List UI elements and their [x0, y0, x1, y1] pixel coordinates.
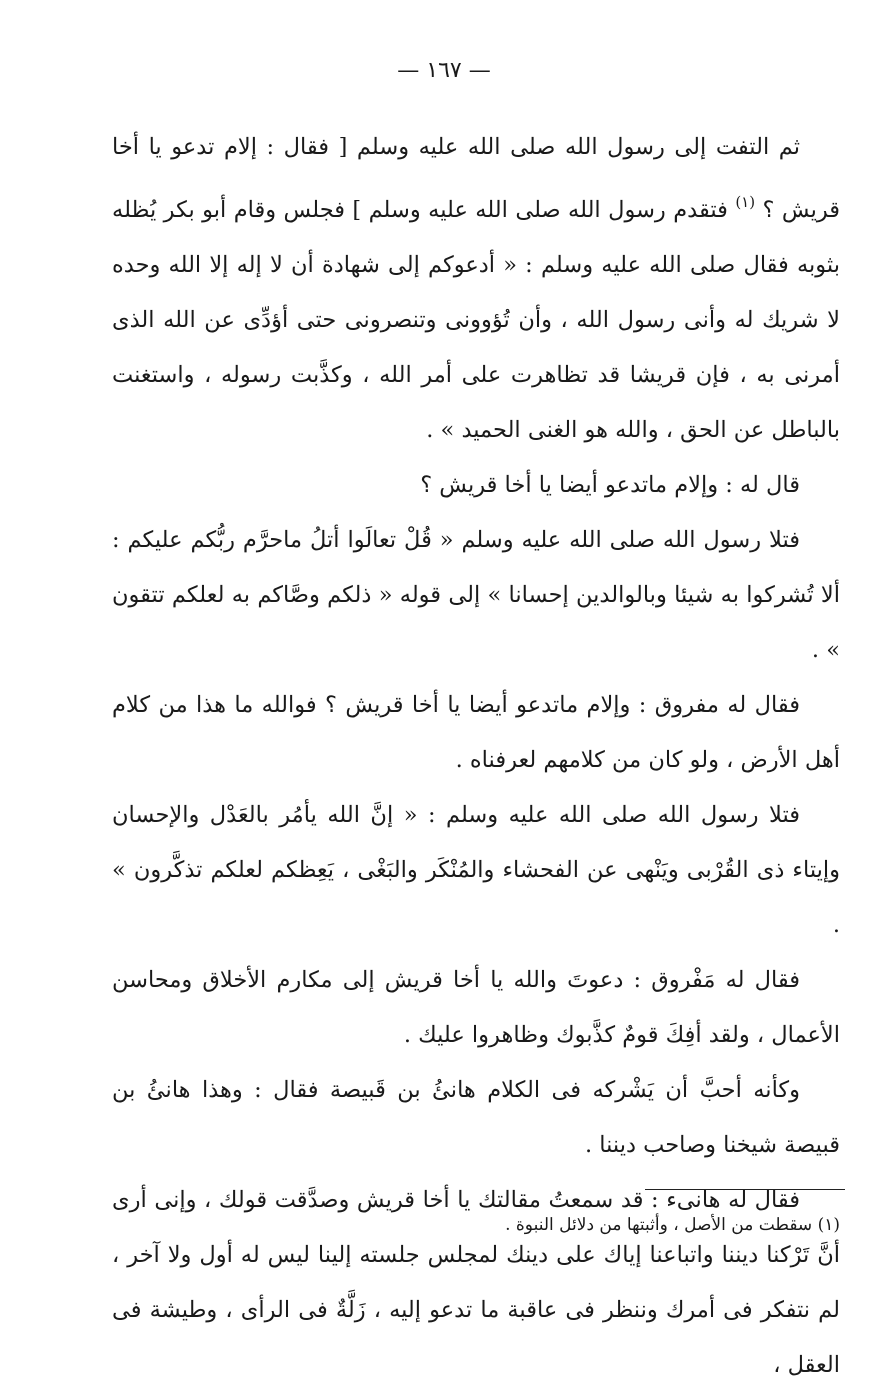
paragraph-8: فقال له هانىء : قد سمعتُ مقالتك يا أخا قريش وصدَّقت قولك ، وإنى أرى أنَّ تَرْكنا ديننا واتباعنا إياك على دينك لمجلس جلسته إلينا ليس له أول ولا آخر ، لم نتفكر فى أمرك وننظر فى عاقبة ما تدعو إليه ، زَلَّةٌ فى الرأى ، وطيشة فى العقل ، [112, 1187, 840, 1378]
paragraph-2: قال له : وإلام ماتدعو أيضا يا أخا قريش ؟ [420, 472, 800, 498]
paragraph-1-text: ثم التفت إلى رسول الله صلى الله عليه وسلم [ فقال : إلام تدعو يا أخا قريش ؟ [112, 134, 840, 223]
paragraph-5: فتلا رسول الله صلى الله عليه وسلم : « إنَّ الله يأمُر بالعَدْل والإحسان وإيتاء ذى القُرْبى ويَنْهى عن الفحشاء والمُنْكَر والبَغْى ، يَعِظكم لعلكم تذكَّرون » . [112, 802, 840, 938]
footnote-marker: (١) [735, 193, 756, 211]
page-number: — ١٦٧ — [397, 58, 491, 83]
body-text [112, 120, 840, 1393]
paragraph-4: فقال له مفروق : وإلام ماتدعو أيضا يا أخا قريش ؟ فوالله ما هذا من كلام أهل الأرض ، ولو كان من كلامهم لعرفناه . [112, 692, 840, 773]
footnote-divider [645, 1189, 845, 1190]
paragraph-1 [112, 120, 840, 458]
paragraph-7: وكأنه أحبَّ أن يَشْركه فى الكلام هانئُ بن قَبيصة فقال : وهذا هانئُ بن قبيصة شيخنا وصاحب ديننا . [112, 1077, 840, 1158]
footnote: (١) سقطت من الأصل ، وأثبتها من دلائل النبوة . [505, 1215, 840, 1235]
paragraph-6: فقال له مَفْروق : دعوتَ والله يا أخا قريش إلى مكارم الأخلاق ومحاسن الأعمال ، ولقد أفِكَ قومٌ كذَّبوك وظاهروا عليك . [112, 967, 840, 1048]
paragraph-1-continuation: فتقدم رسول الله صلى الله عليه وسلم ] فجلس وقام أبو بكر يُظله بثوبه فقال صلى الله عليه وسلم : « أدعوكم إلى شهادة أن لا إله إلا الله وحده لا شريك له وأنى رسول الله ، وأن تُؤوونى وتنصرونى حتى أؤدِّى عن الله الذى أمرنى به ، فإن قريشا قد تظاهرت على أمر الله ، وكذَّبت رسوله ، واستغنت بالباطل عن الحق ، والله هو الغنى الحميد » . [112, 197, 840, 443]
paragraph-3: فتلا رسول الله صلى الله عليه وسلم « قُلْ تعالَوا أتلُ ماحرَّم ربُّكم عليكم : ألا تُشركوا به شيئا وبالوالدين إحسانا » إلى قوله « ذلكم وصَّاكم به لعلكم تتقون » . [112, 527, 840, 663]
